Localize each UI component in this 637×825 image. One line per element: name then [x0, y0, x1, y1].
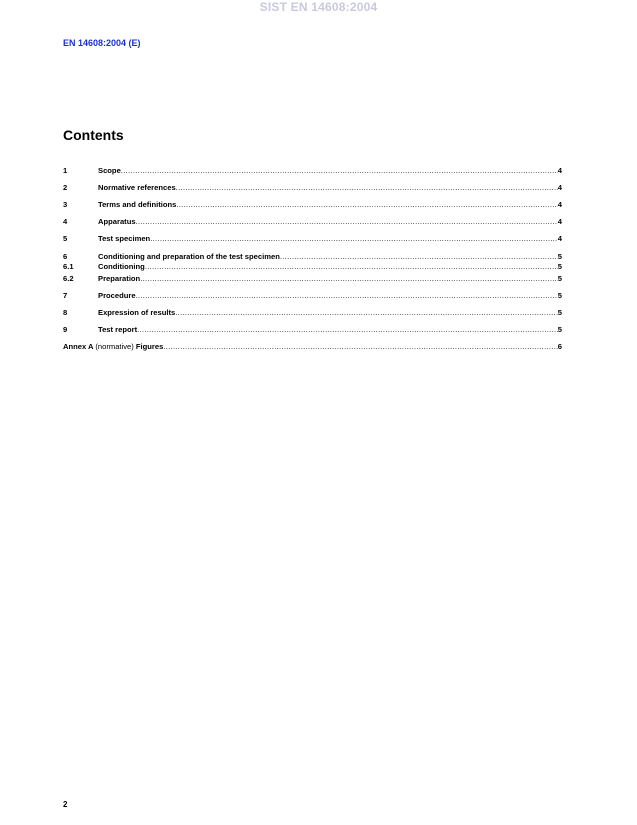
toc-entry-number: 6	[63, 252, 68, 261]
toc-entry-page: 4	[557, 200, 562, 209]
toc-entry-expression-of-results[interactable]	[63, 308, 562, 318]
toc-entry-number: 8	[63, 308, 68, 317]
toc-entry-preparation[interactable]	[63, 274, 562, 284]
toc-entry-number: 6.1	[63, 262, 74, 271]
page-number: 2	[63, 800, 68, 809]
toc-entry-normative-references[interactable]	[63, 183, 562, 193]
watermark: SIST EN 14608:2004	[259, 0, 378, 14]
toc-entry-apparatus[interactable]	[63, 217, 562, 227]
annex-title: Figures	[135, 342, 164, 351]
toc-entry-number: 4	[63, 217, 68, 226]
toc-entry-test-specimen[interactable]	[63, 234, 562, 244]
toc-entry-test-report[interactable]	[63, 325, 562, 335]
toc-entry-number: 2	[63, 183, 68, 192]
toc-entry-title: Terms and definitions	[98, 200, 177, 209]
toc-entry-title: Expression of results	[98, 308, 176, 317]
toc-entry-conditioning-and-preparation[interactable]	[63, 252, 562, 262]
toc-entry-number: 6.2	[63, 274, 74, 283]
toc-entry-page: 5	[557, 262, 562, 271]
toc-entry-page: 6	[557, 342, 562, 351]
toc-entry-procedure[interactable]	[63, 291, 562, 301]
toc-entry-title: Test specimen	[98, 234, 151, 243]
toc-entry-title: Test report	[98, 325, 138, 334]
annex-type: (normative)	[95, 342, 134, 351]
toc-entry-number: 9	[63, 325, 68, 334]
toc-entry-terms-and-definitions[interactable]	[63, 200, 562, 210]
toc-entry-page: 4	[557, 183, 562, 192]
annex-label: Annex A	[63, 342, 94, 351]
toc-entry-page: 5	[557, 325, 562, 334]
toc-entry-page: 5	[557, 252, 562, 261]
document-id-header: EN 14608:2004 (E)	[63, 38, 141, 48]
toc-entry-page: 5	[557, 274, 562, 283]
toc-entry-number: 5	[63, 234, 68, 243]
toc-entry-title: Conditioning	[98, 262, 145, 271]
toc-entry-number: 3	[63, 200, 68, 209]
toc-entry-conditioning[interactable]	[63, 262, 562, 272]
toc-entry-number: 1	[63, 166, 68, 175]
toc-entry-page: 5	[557, 308, 562, 317]
toc-entry-title: Apparatus	[98, 217, 136, 226]
contents-heading: Contents	[63, 127, 124, 143]
toc-entry-title: Procedure	[98, 291, 136, 300]
toc-entry-page: 4	[557, 234, 562, 243]
toc-entry-title: Scope	[98, 166, 121, 175]
toc-entry-page: 5	[557, 291, 562, 300]
toc-entry-scope[interactable]	[63, 166, 562, 176]
toc-entry-number: 7	[63, 291, 68, 300]
toc-entry-title: Conditioning and preparation of the test specimen	[98, 252, 280, 261]
toc-entry-annex-a[interactable]	[63, 342, 562, 352]
toc-entry-title: Preparation	[98, 274, 141, 283]
toc-entry-page: 4	[557, 166, 562, 175]
toc-entry-title: Normative references	[98, 183, 176, 192]
toc-entry-page: 4	[557, 217, 562, 226]
